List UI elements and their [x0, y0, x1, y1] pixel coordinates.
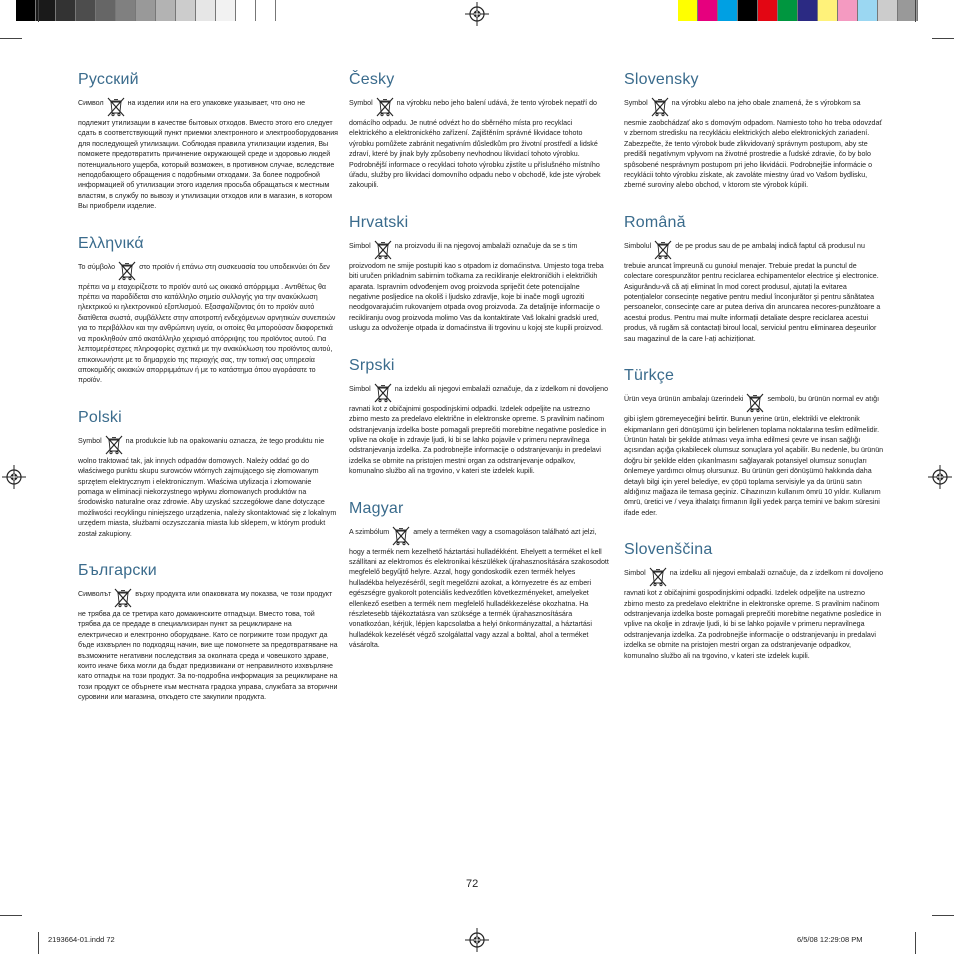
section-text — [349, 96, 609, 191]
section-heading: Български — [78, 561, 157, 579]
section-text — [78, 434, 338, 539]
text-before-symbol: Ürün veya ürünün ambalajı üzerindeki — [624, 395, 744, 404]
language-section — [349, 70, 609, 191]
crop-mark — [915, 932, 916, 954]
text-before-symbol: Символът — [78, 589, 112, 598]
language-section — [624, 366, 884, 518]
language-section — [624, 213, 884, 344]
section-text — [349, 525, 609, 651]
section-heading: Slovenščina — [624, 541, 713, 559]
color-swatch — [116, 0, 136, 21]
text-column-3 — [624, 70, 884, 661]
section-heading: Ελληνικά — [78, 234, 144, 252]
language-section — [78, 561, 338, 703]
crossed-out-wheelie-bin-icon — [113, 587, 133, 609]
section-text — [78, 260, 338, 386]
section-heading: Hrvatski — [349, 213, 409, 231]
section-heading: Slovensky — [624, 71, 699, 88]
color-swatch — [56, 0, 76, 21]
crossed-out-wheelie-bin-icon — [375, 96, 395, 118]
text-before-symbol: Символ — [78, 99, 104, 107]
section-text — [624, 239, 884, 344]
text-before-symbol: Simbol — [624, 569, 646, 578]
section-heading: Română — [624, 213, 686, 231]
text-after-symbol: върху продукта или опаковката му показва, че този продукт не трябва да се третира като домакинските отпадъци. Вместо това, той трябва да се предаде в специализиран пункт за рециклиране на електрическо и електронно оборудване. Като се погрижите този продукт да бъде изхвърлен по подходящ начин, вие ще помогнете за предотвратяване на възможните негативни последствия за околната среда и човешкото здраве, които иначе биха могли да бъдат предизвикани от неправилното изхвърляне като отпадък на този продукт. За по-подробна информация за рециклиране на този продукт се обърнете към местната градска управа, службата за вторични суровини или магазина, откъдето сте закупили продукта. — [78, 589, 338, 702]
crossed-out-wheelie-bin-icon — [648, 566, 668, 588]
section-text — [624, 392, 884, 518]
section-heading: Polski — [78, 408, 122, 426]
color-swatch — [36, 0, 56, 21]
crop-mark — [932, 38, 954, 39]
registration-mark-bottom — [465, 928, 489, 952]
text-column-1 — [78, 70, 338, 703]
color-swatch — [818, 0, 838, 21]
text-after-symbol: na výrobku alebo na jeho obale znamená, že s výrobkom sa nesmie zaobchádzať ako s domovým odpadom. Namiesto toho ho treba odovzdať v zbernom stredisku na recykláciu elektrických alebo elektronických zariadení. Zabezpečte, že tento výrobok bude zlikvidovaný správnym postupom, aby ste predišli negatívnym vplyvom na životné prostredie a ľudské zdravie, čo by bolo spôsobené nesprávnym postupom pri jeho likvidácii. Podrobnejšie informácie o recyklácii tohto výrobku získate, ak zavoláte miestny úrad vo Vašom bydlisku, zberné suroviny alebo obchod, v ktorom ste výrobok kúpili. — [624, 99, 883, 190]
registration-mark-left — [2, 465, 26, 489]
registration-mark-right — [928, 465, 952, 489]
section-heading: Srpski — [349, 356, 395, 374]
text-before-symbol: Το σύμβολο — [78, 262, 116, 271]
language-section — [624, 540, 884, 661]
text-after-symbol: sembolü, bu ürünün normal ev atığı gibi işlem göremeyeceğini belirtir. Bunun yerine ürün, elektrikli ve elektronik ekipmanların geri dönüşümü için belirlenen toplama noktalarına teslim edilmelidir. Ürünün hatalı bir şekilde atılması veya imha edilmesi çevre ve insan sağlığı açısından açığa çıkabilecek olumsuz sonuçlara yol açabilir. Bu nedenle, bu ürünün doğru bir şekilde elden çıkarılmasını sağlayarak potansiyel olumsuz sonuçları önlemeye yardımcı olmuş olursunuz. Bu ürünün geri dönüşümü hakkında daha detaylı bilgi için yerel belediye, ev çöpü toplama servisiyle ya da ürünü satın aldığınız mağaza ile temasa geçiniz. Cihazınızın kullanım ömrü 10 yıldır. Kullanım ömrü, üretici ve / veya ithalatçı firmanın ilgili yedek parça temini ve bakım süresini ifade eder. — [624, 395, 884, 517]
text-after-symbol: na produkcie lub na opakowaniu oznacza, że tego produktu nie wolno traktować tak, jak innych odpadów domowych. Należy oddać go do właściwego punktu skupu surowców wtórnych zajmującego się złomowanym sprzętem elektrycznym i elektronicznym. Właściwa utylizacja i złomowanie pomaga w eliminacji niekorzystnego wpływu złomowanych produktów na środowisko naturalne oraz zdrowie. Aby uzyskać szczegółowe dane dotyczące możliwości recyklingu niniejszego urządzenia, należy skontaktować się z lokalnym urzędem miasta, służbami oczyszczania miasta lub sklepem, w którym produkt został zakupiony. — [78, 436, 337, 538]
footer-timestamp: 6/5/08 12:29:08 PM — [797, 935, 863, 944]
color-bar-right — [678, 0, 918, 21]
color-swatch — [858, 0, 878, 21]
language-section — [78, 70, 338, 212]
text-before-symbol: Symbol — [624, 99, 648, 107]
crossed-out-wheelie-bin-icon — [650, 96, 670, 118]
color-swatch — [256, 0, 276, 21]
crossed-out-wheelie-bin-icon — [104, 434, 124, 456]
color-swatch — [216, 0, 236, 21]
section-text — [349, 239, 609, 334]
crop-mark — [932, 915, 954, 916]
color-swatch — [758, 0, 778, 21]
crossed-out-wheelie-bin-icon — [745, 392, 765, 414]
crossed-out-wheelie-bin-icon — [373, 239, 393, 261]
registration-mark-top — [465, 2, 489, 26]
crossed-out-wheelie-bin-icon — [391, 525, 411, 547]
crop-mark — [0, 915, 22, 916]
color-swatch — [778, 0, 798, 21]
color-swatch — [738, 0, 758, 21]
section-text — [78, 587, 338, 703]
section-heading: Magyar — [349, 499, 404, 517]
text-before-symbol: A szimbólum — [349, 527, 390, 536]
color-swatch — [156, 0, 176, 21]
text-before-symbol: Symbol — [78, 436, 102, 445]
text-after-symbol: στο προϊόν ή επάνω στη συσκευασία του υποδεικνύει ότι δεν πρέπει να μ εταχειρίζεστε το προϊόν αυτό ως οικιακό απόρριμμα . Αντιθέτως θα πρέπει να παραδίδεται στο κατάλληλο σημείο συλλογής για την ανακύκλωση ηλεκτρικού κι ηλεκτρονικού εξοπλισμού. Εξασφαλίζοντας ότι το προϊόν αυτό διατίθεται σωστά, συμβάλλετε στην αποτροπή ενδεχόμενων αρνητικών συνεπειών για το περιβάλλον και την ανθρώπινη υγεία, οι οποίες θα μπορούσαν διαφορετικά να προκληθούν από ακατάλληλο χειρισμό απόρριψης του προϊόντος αυτού. Για λεπτομερέστερες πληροφορίες σχετικά με την ανακύκλωση του προϊόντος αυτού, επικοινωνήστε με το δημαρχείο της περιοχής σας, την τοπική σας υπηρεσία αποκομιδής οικιακών απορριμμάτων ή με το κατάστημα όπου αγοράσατε το προϊόν. — [78, 262, 336, 385]
crop-mark — [38, 932, 39, 954]
color-swatch — [698, 0, 718, 21]
crop-mark — [915, 0, 916, 22]
text-before-symbol: Simbol — [349, 241, 371, 250]
text-before-symbol: Simbol — [349, 384, 371, 393]
crop-mark — [38, 0, 39, 22]
color-swatch — [236, 0, 256, 21]
color-swatch — [96, 0, 116, 21]
text-after-symbol: na izdelku ali njegovi embalaži označuje, da z izdelkom ni dovoljeno ravnati kot z običajnimi gospodinjskimi odpadki. Izdelek odpeljite na ustrezno zbirno mesto za predelavo električne in elektronske opreme. S pravilnim načinom odstranjevanja izdelka boste pomagali preprečiti morebitne negativne posledice in vplive na okolje in zdravje ljudi, ki bi se lahko pojavile v primeru nepravilnega odstranjevanja izdelka. Za podrobnejše informacije o odstranjevanju in predalavi izdelka se obrnite na pristojen mestri organ za odstranjevanje odpadkov, komunalno službo ali na trgovino, v kateri ste izdelek kupili. — [624, 569, 884, 660]
language-section — [349, 213, 609, 334]
page-number: 72 — [466, 878, 479, 890]
language-section — [78, 234, 338, 386]
crossed-out-wheelie-bin-icon — [653, 239, 673, 261]
crossed-out-wheelie-bin-icon — [106, 96, 126, 118]
language-section — [78, 408, 338, 539]
text-after-symbol: na proizvodu ili na njegovoj ambalaži označuje da se s tim proizvodom ne smije postupiti kao s otpadom iz domaćinstva. Umjesto toga treba biti uručen prikladnim sabirnim točkama za recikliranje elektroničkih i električkih aparata. Ispravnim odvođenjem ovog proizvoda spriječit ćete potencijalne negativne posljedice na okoliš i ljudsko zdravlje, koje bi inače mogli ugroziti neodgovarajućim rukovanjem otpada ovog proizvoda. Za detaljnije informacije o recikliranju ovog proizvoda molimo Vas da kontaktirate Vaš lokalni gradski ured, uslugu za odvoženje otpada iz domaćinstva ili trgovinu u kojoj ste kupili proizvod. — [349, 241, 604, 333]
color-swatch — [16, 0, 36, 21]
section-heading: Türkçe — [624, 367, 675, 385]
text-before-symbol: Simbolul — [624, 241, 652, 250]
color-swatch — [176, 0, 196, 21]
text-after-symbol: na izdeklu ali njegovi embalaži označuje, da z izdelkom ni dovoljeno ravnati kot z običajnimi gospodinjskimi odpadki. Izdelek odpeljite na ustrezno zbirno mesto za predelavo električne in elektronske opreme. S pravilnim načinom odstranjevanja izdelka boste pomagali preprečiti morebitne negativne posledice in vplive na okolje in zdravje ljudi, ki bi se lahko pojavile v primeru nepravilnega odstranjevanja izdelka. Za podrobnejše informacije o odstranjevanju in predelavi izdelka se obrnite na pristojen mestni organ za odstranjevanje odpalkov, komunalno službo ali na trgovino, v kateri ste izdelek kupili. — [349, 384, 609, 476]
text-after-symbol: на изделии или на его упаковке указывает, что оно не подлежит утилизации в качестве бытовых отходов. Вместо этого его следует сдать в соответствующий пункт приемки электронного и электрооборудования для последующей утилизации. Соблюдая правила утилизации изделия, Вы поможете предотвратить причинение окружающей среде и здоровью людей потенциального ущерба, который возможен, в противном случае, вследствие неподобающего обращения с подобными отходами. За более подробной информацией об утилизации этого изделия просьба обращаться к местным властям, в службу по вывозу и утилизации отходов или в магазин, в котором Вы приобрели изделие. — [78, 99, 339, 211]
text-after-symbol: de pe produs sau de pe ambalaj indică faptul că produsul nu trebuie aruncat împreună cu gunoiul menajer. Trebuie predat la punctul de colectare corespunzător pentru reciclarea echipamentelor electrice şi electronice. Asigurându-vă că ați eliminat în mod corect produsul, ajutați la evitarea potențialelor consecințe negative pentru mediul înconjurător şi pentru sănătatea persoanelor, consecințe care ar putea deriva din aruncarea necores-punzătoare a acestui produs. Pentru mai multe informații detaliate despre reciclarea acestui produs, vă rugăm să contactați biroul local, serviciul pentru eliminarea deşeurilor sau magazinul de la care l-ați achiziționat. — [624, 241, 881, 343]
section-text — [624, 566, 884, 661]
text-column-2 — [349, 70, 609, 651]
section-text — [624, 96, 884, 191]
text-after-symbol: na výrobku nebo jeho balení udává, že tento výrobek nepatří do domácího odpadu. Je nutné odvézt ho do sběrného místa pro recyklaci elektrického a elektronického zařízení. Zajištěním správné likvidace tohoto výrobku pomůžete zabránit negativním důsledkům pro životní prostředí a lidské zdraví, které by jinak byly způsobeny nevhodnou likvidací tohoto výrobku. Podrobnější informace o recyklaci tohoto výrobku zjistíte u příslušného místního úřadu, služby pro likvidaci domovního odpadu nebo v obchodě, kde jste výrobek zakoupili. — [349, 99, 601, 190]
crossed-out-wheelie-bin-icon — [373, 382, 393, 404]
section-heading: Česky — [349, 71, 395, 88]
color-swatch — [196, 0, 216, 21]
color-swatch — [838, 0, 858, 21]
section-text — [349, 382, 609, 477]
text-after-symbol: amely a terméken vagy a csomagoláson található azt jelzi, hogy a termék nem kezelhető háztartási hulladékként. Ehelyett a terméket el kell szállítani az elektromos és elektronikai készülékek újrahasznosítására szakosodott megfelelő begyűjtő helyre. Azzal, hogy gondoskodik ezen termék helyes hulladékba helyezéséről, segít megelőzni azokat, a környezetre és az emberi egészségre gyakorolt potenciális kedvezőtlen következményeket, amelyeket ellenkező esetben a termék nem megfelelő hulladékkezelése okozhatna. Ha részletesebb tájékoztatásra van szüksége a termék újrahasznosítására vonatkozóan, kérjük, lépjen kapcsolatba a helyi önkormányzattal, a háztartási hulladékok kezelését végző szolgálattal vagy azzal a bolttal, ahol a terméket vásárolta. — [349, 527, 609, 650]
crop-mark — [0, 38, 22, 39]
color-swatch — [798, 0, 818, 21]
color-bar-left — [16, 0, 276, 21]
color-swatch — [878, 0, 898, 21]
color-swatch — [136, 0, 156, 21]
color-swatch — [76, 0, 96, 21]
text-before-symbol: Symbol — [349, 99, 373, 107]
footer-file-info: 2193664-01.indd 72 — [48, 935, 115, 944]
color-swatch — [678, 0, 698, 21]
section-text — [78, 96, 338, 212]
language-section — [349, 499, 609, 651]
language-section — [624, 70, 884, 191]
section-heading: Русский — [78, 71, 139, 88]
crossed-out-wheelie-bin-icon — [117, 260, 137, 282]
color-swatch — [718, 0, 738, 21]
language-section — [349, 356, 609, 477]
